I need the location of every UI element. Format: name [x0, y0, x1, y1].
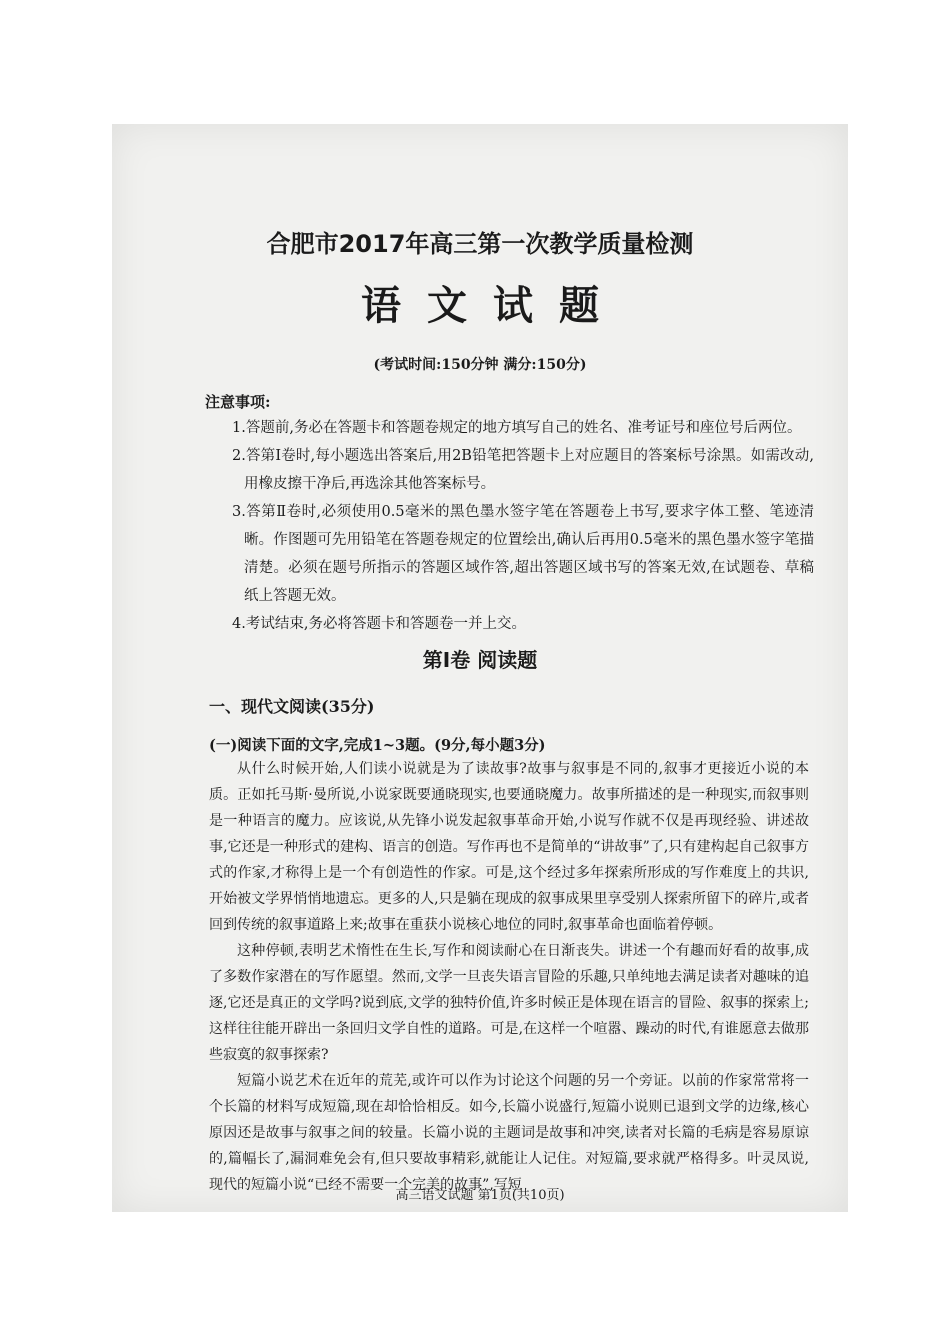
passage-paragraph: 短篇小说艺术在近年的荒芜,或许可以作为讨论这个问题的另一个旁证。以前的作家常常将一个长篇的材料写成短篇,现在却恰恰相反。如今,长篇小说盛行,短篇小说则已退到文学的边缘,核心原因还是故事与叙事之间的较量。长篇小说的主题词是故事和冲突,读者对长篇的毛病是容易原谅的,篇幅长了,漏洞难免会有,但只要故事精彩,就能让人记住。对短篇,要求就严格得多。叶灵凤说,现代的短篇小说“已经不需要一个完美的故事”,写短: [209, 1073, 809, 1193]
part-title: 一、现代文阅读(35分): [209, 697, 375, 716]
subpart-title: (一)阅读下面的文字,完成1~3题。(9分,每小题3分): [209, 737, 546, 754]
passage-paragraph: 这种停顿,表明艺术惰性在生长,写作和阅读耐心在日渐丧失。讲述一个有趣而好看的故事,成了多数作家潜在的写作愿望。然而,文学一旦丧失语言冒险的乐趣,只单纯地去满足读者对趣味的追逐,它还是真正的文学吗?说到底,文学的独特价值,许多时候正是体现在语言的冒险、叙事的探索上;这样往往能开辟出一条回归文学自性的道路。可是,在这样一个喧嚣、躁动的时代,有谁愿意去做那些寂寞的叙事探索?: [209, 943, 809, 1063]
notice-item: 3.答第Ⅱ卷时,必须使用0.5毫米的黑色墨水签字笔在答题卷上书写,要求字体工整、笔迹清晰。作图题可先用铅笔在答题卷规定的位置绘出,确认后再用0.5毫米的黑色墨水签字笔描清楚。必须在题号所指示的答题区域作答,超出答题区域书写的答案无效,在试题卷、草稿纸上答题无效。: [232, 504, 814, 604]
notice-list: [232, 414, 814, 638]
passage-paragraph: 从什么时候开始,人们读小说就是为了读故事?故事与叙事是不同的,叙事才更接近小说的本质。正如托马斯·曼所说,小说家既要通晓现实,也要通晓魔力。故事所描述的是一种现实,而叙事则是一种语言的魔力。应该说,从先锋小说发起叙事革命开始,小说写作就不仅是再现经验、讲述故事,它还是一种形式的建构、语言的创造。写作再也不是简单的“讲故事”了,只有建构起自己叙事方式的作家,才称得上是一个有创造性的作家。可是,这个经过多年探索所形成的写作难度上的共识,开始被文学界悄悄地遗忘。更多的人,只是躺在现成的叙事成果里享受别人探索所留下的碎片,或者回到传统的叙事道路上来;故事在重获小说核心地位的同时,叙事革命也面临着停顿。: [209, 761, 809, 933]
subject-title: 语文试题: [361, 282, 625, 329]
notice-item: 4.考试结束,务必将答题卡和答题卷一并上交。: [232, 616, 526, 632]
notice-item: 1.答题前,务必在答题卡和答题卷规定的地方填写自己的姓名、准考证号和座位号后两位。: [232, 420, 802, 436]
notice-heading: 注意事项:: [205, 393, 271, 411]
section-title: 第Ⅰ卷 阅读题: [422, 648, 538, 672]
page-footer: 高三语文试题 第1页(共10页): [395, 1188, 565, 1203]
notice-item: 2.答第Ⅰ卷时,每小题选出答案后,用2B铅笔把答题卡上对应题目的答案标号涂黑。如需改动,用橡皮擦干净后,再选涂其他答案标号。: [232, 448, 814, 492]
exam-page: [112, 124, 848, 1212]
exam-info: (考试时间:150分钟 满分:150分): [373, 357, 587, 373]
reading-passage: [209, 756, 809, 1198]
exam-title: 合肥市2017年高三第一次教学质量检测: [266, 230, 694, 258]
